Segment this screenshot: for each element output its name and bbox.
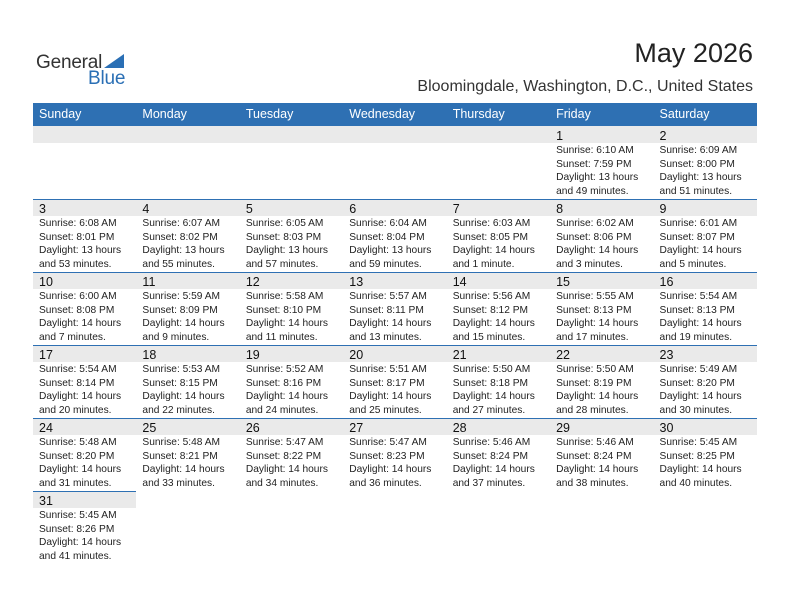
daylight-hours: Daylight: 14 hours [39, 391, 122, 402]
sunrise-time: Sunrise: 5:54 AM [659, 291, 738, 302]
sunrise-time: Sunrise: 5:50 AM [452, 364, 531, 375]
sunset-time: Sunset: 8:18 PM [452, 377, 529, 389]
sunrise-time: Sunrise: 6:01 AM [659, 218, 738, 229]
daylight-hours: Daylight: 14 hours [556, 318, 639, 329]
daylight-hours: Daylight: 14 hours [142, 464, 225, 475]
day-sun-info [39, 363, 121, 417]
day-cell [447, 199, 550, 272]
sunrise-time: Sunrise: 5:46 AM [452, 437, 531, 448]
logo-word-blue: Blue [88, 68, 126, 89]
day-cell [33, 491, 136, 564]
day-number: 2 [659, 129, 667, 143]
day-number: 3 [39, 202, 46, 216]
calendar-week-row [33, 272, 757, 345]
daylight-minutes: and 53 minutes. [39, 258, 112, 270]
daylight-minutes: and 41 minutes. [39, 550, 112, 562]
sunrise-time: Sunrise: 5:48 AM [39, 437, 117, 448]
daylight-minutes: and 1 minute. [452, 258, 515, 270]
day-header-band [447, 199, 550, 216]
day-cell [447, 272, 550, 345]
empty-day-cell [136, 126, 239, 199]
calendar-weeks [33, 126, 757, 564]
day-cell [240, 418, 343, 491]
sunset-time: Sunset: 8:08 PM [39, 304, 115, 316]
sunset-time: Sunset: 8:05 PM [452, 231, 529, 243]
day-number: 11 [142, 275, 156, 289]
day-number: 5 [245, 202, 253, 216]
day-sun-info [453, 363, 535, 417]
daylight-hours: Daylight: 14 hours [39, 318, 122, 329]
daylight-minutes: and 34 minutes. [245, 477, 319, 489]
daylight-hours: Daylight: 14 hours [349, 318, 432, 329]
sunset-time: Sunset: 8:04 PM [349, 231, 425, 243]
empty-day-cell [240, 126, 343, 199]
weekday-sunday: Sunday [39, 107, 82, 121]
sunset-time: Sunset: 8:23 PM [349, 450, 425, 462]
day-sun-info [39, 217, 121, 271]
day-sun-info [246, 436, 328, 490]
daylight-minutes: and 30 minutes. [659, 404, 733, 416]
empty-day-cell [136, 491, 239, 564]
daylight-minutes: and 55 minutes. [142, 258, 215, 270]
daylight-minutes: and 38 minutes. [556, 477, 629, 489]
day-cell [240, 199, 343, 272]
daylight-minutes: and 28 minutes. [556, 404, 629, 416]
day-number: 8 [556, 202, 564, 216]
day-header-band [136, 126, 239, 143]
daylight-minutes: and 15 minutes. [452, 331, 526, 343]
day-sun-info [349, 436, 431, 490]
day-sun-info [660, 290, 742, 344]
sunrise-time: Sunrise: 5:48 AM [142, 437, 221, 448]
sunrise-time: Sunrise: 5:52 AM [245, 364, 324, 375]
logo-word-general: General [36, 52, 103, 73]
sunrise-time: Sunrise: 5:50 AM [556, 364, 634, 375]
daylight-hours: Daylight: 13 hours [142, 245, 225, 256]
daylight-hours: Daylight: 14 hours [349, 391, 432, 402]
day-sun-info [349, 363, 431, 417]
day-number: 14 [452, 275, 467, 289]
day-number: 28 [452, 421, 467, 435]
sunset-time: Sunset: 8:17 PM [349, 377, 425, 389]
empty-day-cell [343, 126, 446, 199]
sunrise-time: Sunrise: 6:03 AM [452, 218, 531, 229]
day-sun-info [349, 217, 431, 271]
daylight-hours: Daylight: 14 hours [452, 245, 535, 256]
page-title: May 2026 [634, 38, 753, 68]
sunrise-time: Sunrise: 5:54 AM [39, 364, 117, 375]
day-header-band [240, 199, 343, 216]
day-cell [550, 126, 653, 199]
daylight-minutes: and 17 minutes. [556, 331, 629, 343]
sunset-time: Sunset: 8:14 PM [39, 377, 115, 389]
daylight-minutes: and 25 minutes. [349, 404, 422, 416]
daylight-minutes: and 40 minutes. [659, 477, 733, 489]
daylight-minutes: and 27 minutes. [452, 404, 526, 416]
sunset-time: Sunset: 8:10 PM [245, 304, 322, 316]
daylight-hours: Daylight: 13 hours [556, 172, 639, 183]
day-cell [550, 199, 653, 272]
sunrise-time: Sunrise: 5:45 AM [659, 437, 738, 448]
day-cell [447, 345, 550, 418]
daylight-minutes: and 57 minutes. [245, 258, 319, 270]
day-sun-info [142, 436, 224, 490]
day-number: 4 [142, 202, 150, 216]
day-sun-info [246, 290, 328, 344]
day-cell [136, 199, 239, 272]
daylight-minutes: and 49 minutes. [556, 185, 629, 197]
day-number: 9 [659, 202, 667, 216]
sunset-time: Sunset: 8:13 PM [556, 304, 632, 316]
day-cell [343, 418, 446, 491]
daylight-hours: Daylight: 14 hours [452, 391, 535, 402]
day-number: 29 [556, 421, 571, 435]
day-cell [33, 199, 136, 272]
day-sun-info [556, 363, 638, 417]
daylight-hours: Daylight: 14 hours [245, 464, 328, 475]
day-cell [33, 418, 136, 491]
day-number: 22 [556, 348, 571, 362]
sunset-time: Sunset: 8:26 PM [39, 523, 115, 535]
day-sun-info [660, 436, 742, 490]
sunset-time: Sunset: 8:00 PM [659, 158, 735, 170]
day-cell [33, 345, 136, 418]
daylight-hours: Daylight: 13 hours [245, 245, 328, 256]
empty-day-cell [343, 491, 446, 564]
day-number: 20 [349, 348, 364, 362]
daylight-minutes: and 7 minutes. [39, 331, 106, 343]
sunrise-time: Sunrise: 6:04 AM [349, 218, 427, 229]
weekday-monday: Monday [142, 107, 187, 121]
day-sun-info [453, 436, 535, 490]
sunset-time: Sunset: 8:20 PM [659, 377, 735, 389]
day-cell [654, 199, 757, 272]
daylight-hours: Daylight: 14 hours [659, 318, 742, 329]
brand-logo [36, 50, 136, 90]
day-number: 25 [142, 421, 157, 435]
sunset-time: Sunset: 8:25 PM [659, 450, 735, 462]
calendar-week-row [33, 126, 757, 199]
sunrise-time: Sunrise: 5:47 AM [245, 437, 324, 448]
day-header-band [550, 126, 653, 143]
day-number: 10 [39, 275, 53, 289]
day-sun-info [39, 509, 121, 563]
day-number: 19 [245, 348, 260, 362]
day-sun-info [556, 290, 638, 344]
sunrise-time: Sunrise: 5:45 AM [39, 510, 117, 521]
daylight-hours: Daylight: 14 hours [452, 318, 535, 329]
day-cell [343, 199, 446, 272]
sunset-time: Sunset: 8:21 PM [142, 450, 218, 462]
day-cell [136, 418, 239, 491]
sunset-time: Sunset: 8:24 PM [556, 450, 632, 462]
day-number: 16 [659, 275, 674, 289]
sunrise-time: Sunrise: 5:47 AM [349, 437, 427, 448]
sunset-time: Sunset: 8:16 PM [245, 377, 322, 389]
day-cell [654, 272, 757, 345]
weekday-tuesday: Tuesday [245, 107, 294, 121]
day-cell [654, 418, 757, 491]
day-cell [343, 345, 446, 418]
day-cell [550, 272, 653, 345]
sunrise-time: Sunrise: 5:57 AM [349, 291, 427, 302]
weekday-wednesday: Wednesday [349, 107, 416, 121]
day-number: 17 [39, 348, 53, 362]
day-number: 18 [142, 348, 157, 362]
day-number: 27 [349, 421, 364, 435]
day-number: 26 [245, 421, 260, 435]
daylight-minutes: and 19 minutes. [659, 331, 733, 343]
calendar-week-row [33, 418, 757, 491]
daylight-minutes: and 5 minutes. [659, 258, 727, 270]
day-cell [240, 272, 343, 345]
sunrise-time: Sunrise: 6:07 AM [142, 218, 221, 229]
day-number: 23 [659, 348, 674, 362]
daylight-minutes: and 51 minutes. [659, 185, 733, 197]
sunset-time: Sunset: 8:19 PM [556, 377, 632, 389]
daylight-hours: Daylight: 14 hours [39, 464, 122, 475]
daylight-hours: Daylight: 14 hours [659, 464, 742, 475]
weekday-friday: Friday [556, 107, 591, 121]
day-number: 30 [659, 421, 674, 435]
sunset-time: Sunset: 8:11 PM [349, 304, 424, 316]
day-cell [33, 272, 136, 345]
sunrise-time: Sunrise: 5:46 AM [556, 437, 634, 448]
day-sun-info [556, 144, 638, 198]
day-header-band [33, 199, 136, 216]
sunrise-time: Sunrise: 6:00 AM [39, 291, 117, 302]
calendar-week-row [33, 345, 757, 418]
day-header-band [550, 199, 653, 216]
day-cell [136, 345, 239, 418]
day-sun-info [660, 217, 742, 271]
sunset-time: Sunset: 7:59 PM [556, 158, 632, 170]
daylight-hours: Daylight: 14 hours [556, 391, 639, 402]
sunset-time: Sunset: 8:13 PM [659, 304, 735, 316]
day-cell [550, 418, 653, 491]
sunset-time: Sunset: 8:20 PM [39, 450, 115, 462]
empty-day-cell [240, 491, 343, 564]
day-header-band [240, 126, 343, 143]
daylight-hours: Daylight: 14 hours [245, 391, 328, 402]
daylight-minutes: and 59 minutes. [349, 258, 422, 270]
sunrise-time: Sunrise: 6:10 AM [556, 145, 634, 156]
day-number: 31 [39, 494, 53, 508]
day-number: 13 [349, 275, 364, 289]
sunset-time: Sunset: 8:03 PM [245, 231, 322, 243]
day-sun-info [556, 217, 638, 271]
day-number: 7 [452, 202, 460, 216]
day-cell [136, 272, 239, 345]
day-number: 15 [556, 275, 571, 289]
empty-day-cell [654, 491, 757, 564]
weekday-saturday: Saturday [659, 107, 710, 121]
daylight-hours: Daylight: 14 hours [556, 245, 639, 256]
sunrise-time: Sunrise: 5:56 AM [452, 291, 531, 302]
daylight-hours: Daylight: 14 hours [659, 245, 742, 256]
day-sun-info [660, 363, 742, 417]
calendar-week-row [33, 199, 757, 272]
daylight-hours: Daylight: 14 hours [39, 537, 122, 548]
sunset-time: Sunset: 8:01 PM [39, 231, 115, 243]
sunset-time: Sunset: 8:12 PM [452, 304, 529, 316]
sunrise-time: Sunrise: 6:09 AM [659, 145, 738, 156]
empty-day-cell [550, 491, 653, 564]
day-header-band [447, 126, 550, 143]
sunrise-time: Sunrise: 6:02 AM [556, 218, 634, 229]
day-header-band [343, 199, 446, 216]
sunrise-time: Sunrise: 6:08 AM [39, 218, 117, 229]
sunset-time: Sunset: 8:02 PM [142, 231, 218, 243]
day-header-band [33, 126, 136, 143]
daylight-hours: Daylight: 13 hours [659, 172, 742, 183]
day-cell [654, 345, 757, 418]
day-cell [550, 345, 653, 418]
daylight-hours: Daylight: 14 hours [349, 464, 432, 475]
daylight-hours: Daylight: 13 hours [349, 245, 432, 256]
daylight-hours: Daylight: 14 hours [452, 464, 535, 475]
day-number: 12 [245, 275, 260, 289]
logo-triangle-icon [104, 54, 124, 68]
day-cell [447, 418, 550, 491]
daylight-minutes: and 11 minutes. [245, 331, 318, 343]
empty-day-cell [33, 126, 136, 199]
day-sun-info [660, 144, 742, 198]
daylight-minutes: and 13 minutes. [349, 331, 422, 343]
day-header-band [343, 126, 446, 143]
weekday-thursday: Thursday [452, 107, 505, 121]
calendar-week-row [33, 491, 757, 564]
daylight-hours: Daylight: 14 hours [659, 391, 742, 402]
day-sun-info [246, 217, 328, 271]
day-sun-info [349, 290, 431, 344]
day-sun-info [142, 217, 224, 271]
daylight-minutes: and 22 minutes. [142, 404, 215, 416]
weekday-header [33, 103, 757, 126]
sunset-time: Sunset: 8:22 PM [245, 450, 322, 462]
day-cell [240, 345, 343, 418]
daylight-minutes: and 24 minutes. [245, 404, 319, 416]
daylight-minutes: and 9 minutes. [142, 331, 210, 343]
sunrise-time: Sunrise: 5:55 AM [556, 291, 634, 302]
day-header-band [654, 199, 757, 216]
calendar-grid [33, 103, 757, 564]
sunrise-time: Sunrise: 5:51 AM [349, 364, 427, 375]
day-cell [343, 272, 446, 345]
day-sun-info [453, 217, 535, 271]
day-sun-info [246, 363, 328, 417]
sunrise-time: Sunrise: 5:49 AM [659, 364, 738, 375]
sunset-time: Sunset: 8:07 PM [659, 231, 735, 243]
day-number: 21 [452, 348, 467, 362]
daylight-minutes: and 37 minutes. [452, 477, 526, 489]
empty-day-cell [447, 126, 550, 199]
day-cell [654, 126, 757, 199]
sunrise-time: Sunrise: 5:58 AM [245, 291, 324, 302]
day-header-band [654, 126, 757, 143]
daylight-hours: Daylight: 14 hours [556, 464, 639, 475]
day-sun-info [142, 363, 224, 417]
sunrise-time: Sunrise: 5:53 AM [142, 364, 221, 375]
day-sun-info [556, 436, 638, 490]
sunset-time: Sunset: 8:06 PM [556, 231, 632, 243]
empty-day-cell [447, 491, 550, 564]
sunrise-time: Sunrise: 5:59 AM [142, 291, 221, 302]
day-sun-info [39, 436, 121, 490]
day-sun-info [453, 290, 535, 344]
daylight-minutes: and 33 minutes. [142, 477, 215, 489]
daylight-minutes: and 36 minutes. [349, 477, 422, 489]
sunset-time: Sunset: 8:24 PM [452, 450, 529, 462]
location-subtitle: Bloomingdale, Washington, D.C., United States [417, 78, 753, 95]
sunset-time: Sunset: 8:09 PM [142, 304, 218, 316]
day-number: 1 [556, 129, 564, 143]
daylight-minutes: and 31 minutes. [39, 477, 112, 489]
day-number: 24 [39, 421, 53, 435]
daylight-minutes: and 20 minutes. [39, 404, 112, 416]
day-sun-info [142, 290, 224, 344]
daylight-hours: Daylight: 14 hours [245, 318, 328, 329]
day-header-band [136, 199, 239, 216]
sunset-time: Sunset: 8:15 PM [142, 377, 218, 389]
daylight-hours: Daylight: 14 hours [142, 391, 225, 402]
daylight-hours: Daylight: 14 hours [142, 318, 225, 329]
day-sun-info [39, 290, 121, 344]
daylight-minutes: and 3 minutes. [556, 258, 623, 270]
day-number: 6 [349, 202, 357, 216]
sunrise-time: Sunrise: 6:05 AM [245, 218, 324, 229]
daylight-hours: Daylight: 13 hours [39, 245, 122, 256]
